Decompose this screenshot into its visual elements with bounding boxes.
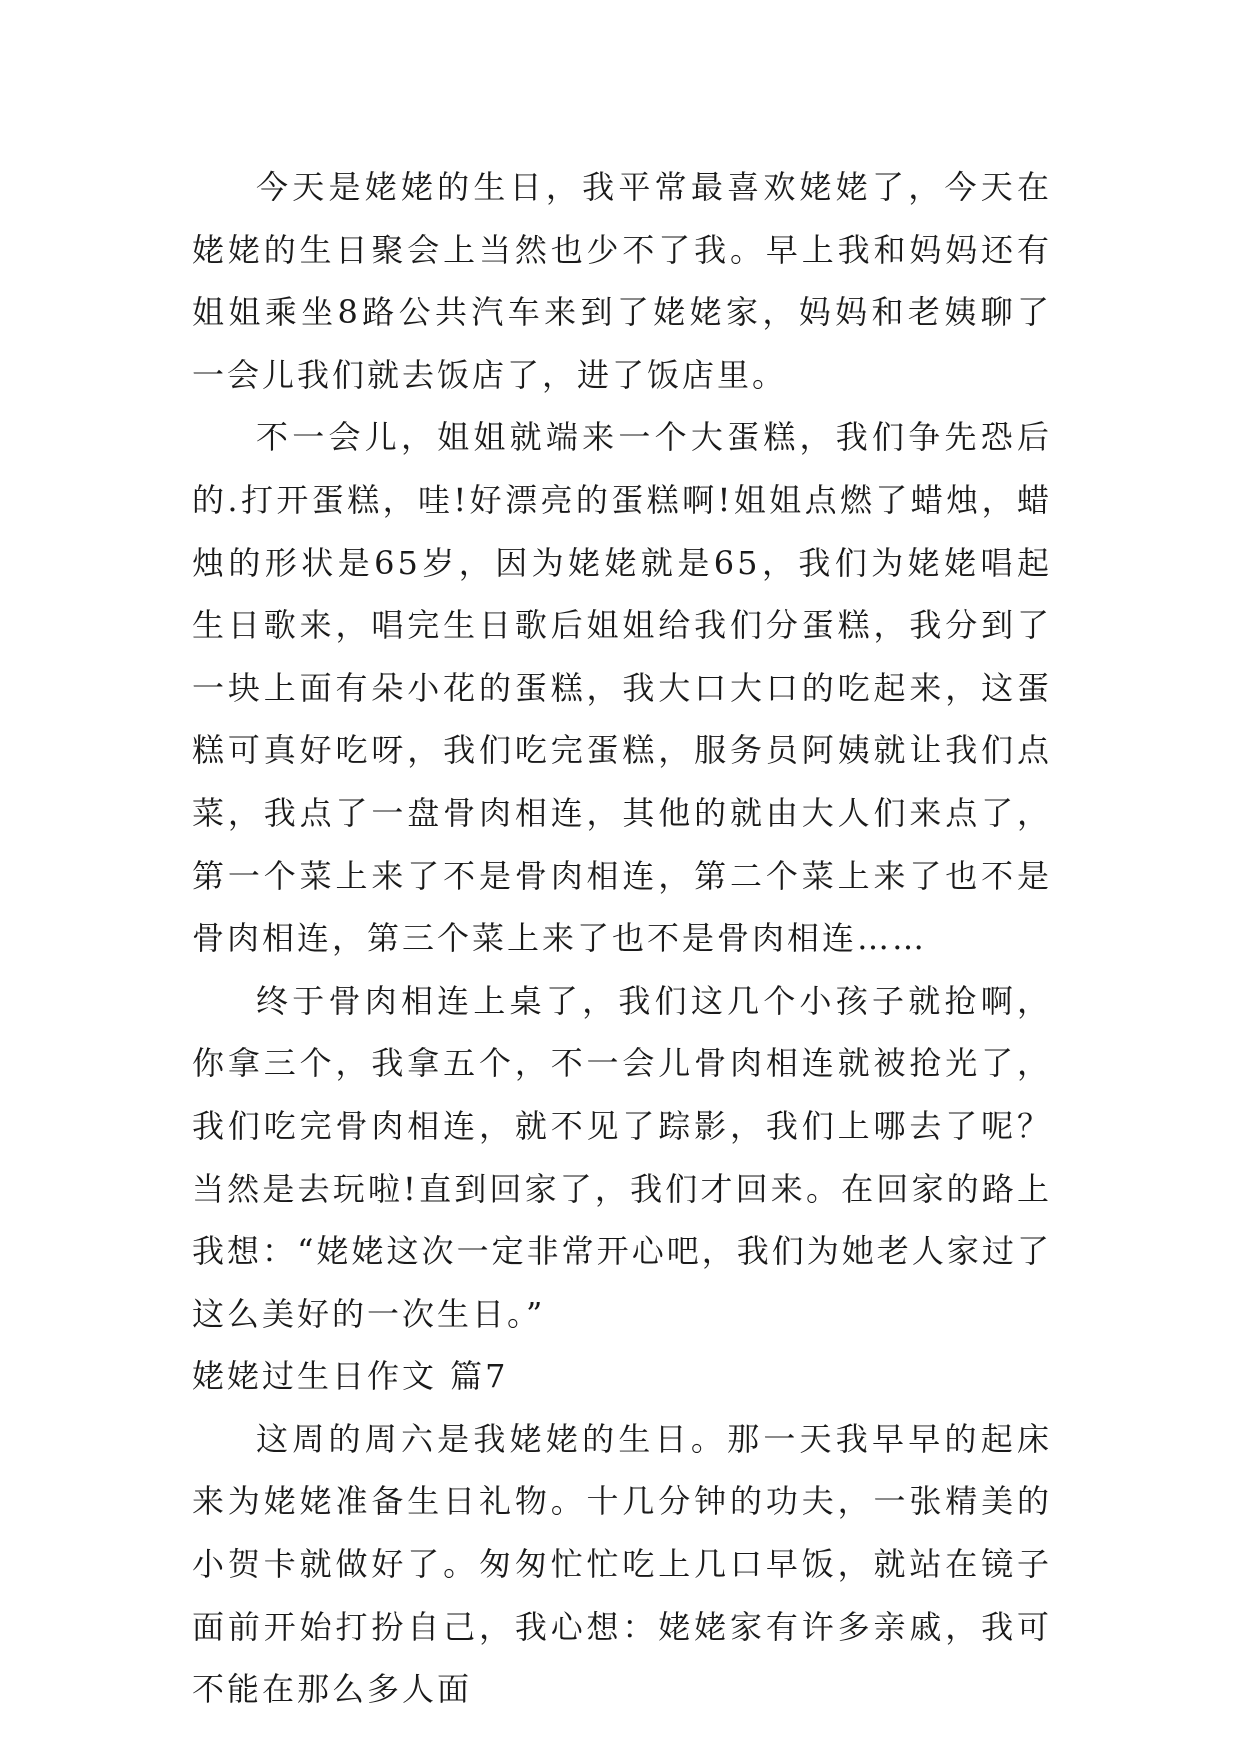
section-heading: 姥姥过生日作文 篇7 [192,1357,509,1396]
paragraph-1: 今天是姥姥的生日，我平常最喜欢姥姥了，今天在姥姥的生日聚会上当然也少不了我。早上我和妈妈还有姐姐乘坐8路公共汽车来到了姥姥家，妈妈和老姨聊了一会儿我们就去饭店了，进了饭店里。 [192,168,1052,394]
paragraph-4: 这周的周六是我姥姥的生日。那一天我早早的起床来为姥姥准备生日礼物。十几分钟的功夫，一张精美的小贺卡就做好了。匆匆忙忙吃上几口早饭，就站在镜子面前开始打扮自己，我心想：姥姥家有许多亲戚，我可不能在那么多人面 [192,1419,1052,1709]
paragraph-3: 终于骨肉相连上桌了，我们这几个小孩子就抢啊，你拿三个，我拿五个，不一会儿骨肉相连就被抢光了，我们吃完骨肉相连，就不见了踪影，我们上哪去了呢？当然是去玩啦!直到回家了，我们才回来。在回家的路上我想：“姥姥这次一定非常开心吧，我们为她老人家过了这么美好的一次生日。” [192,981,1052,1333]
paragraph-2: 不一会儿，姐姐就端来一个大蛋糕，我们争先恐后的.打开蛋糕，哇!好漂亮的蛋糕啊!姐姐点燃了蜡烛，蜡烛的形状是65岁，因为姥姥就是65，我们为姥姥唱起生日歌来，唱完生日歌后姐姐给我们分蛋糕，我分到了一块上面有朵小花的蛋糕，我大口大口的吃起来，这蛋糕可真好吃呀，我们吃完蛋糕，服务员阿姨就让我们点菜，我点了一盘骨肉相连，其他的就由大人们来点了，第一个菜上来了不是骨肉相连，第二个菜上来了也不是骨肉相连，第三个菜上来了也不是骨肉相连…… [192,418,1052,958]
document-body [192,156,1052,1721]
